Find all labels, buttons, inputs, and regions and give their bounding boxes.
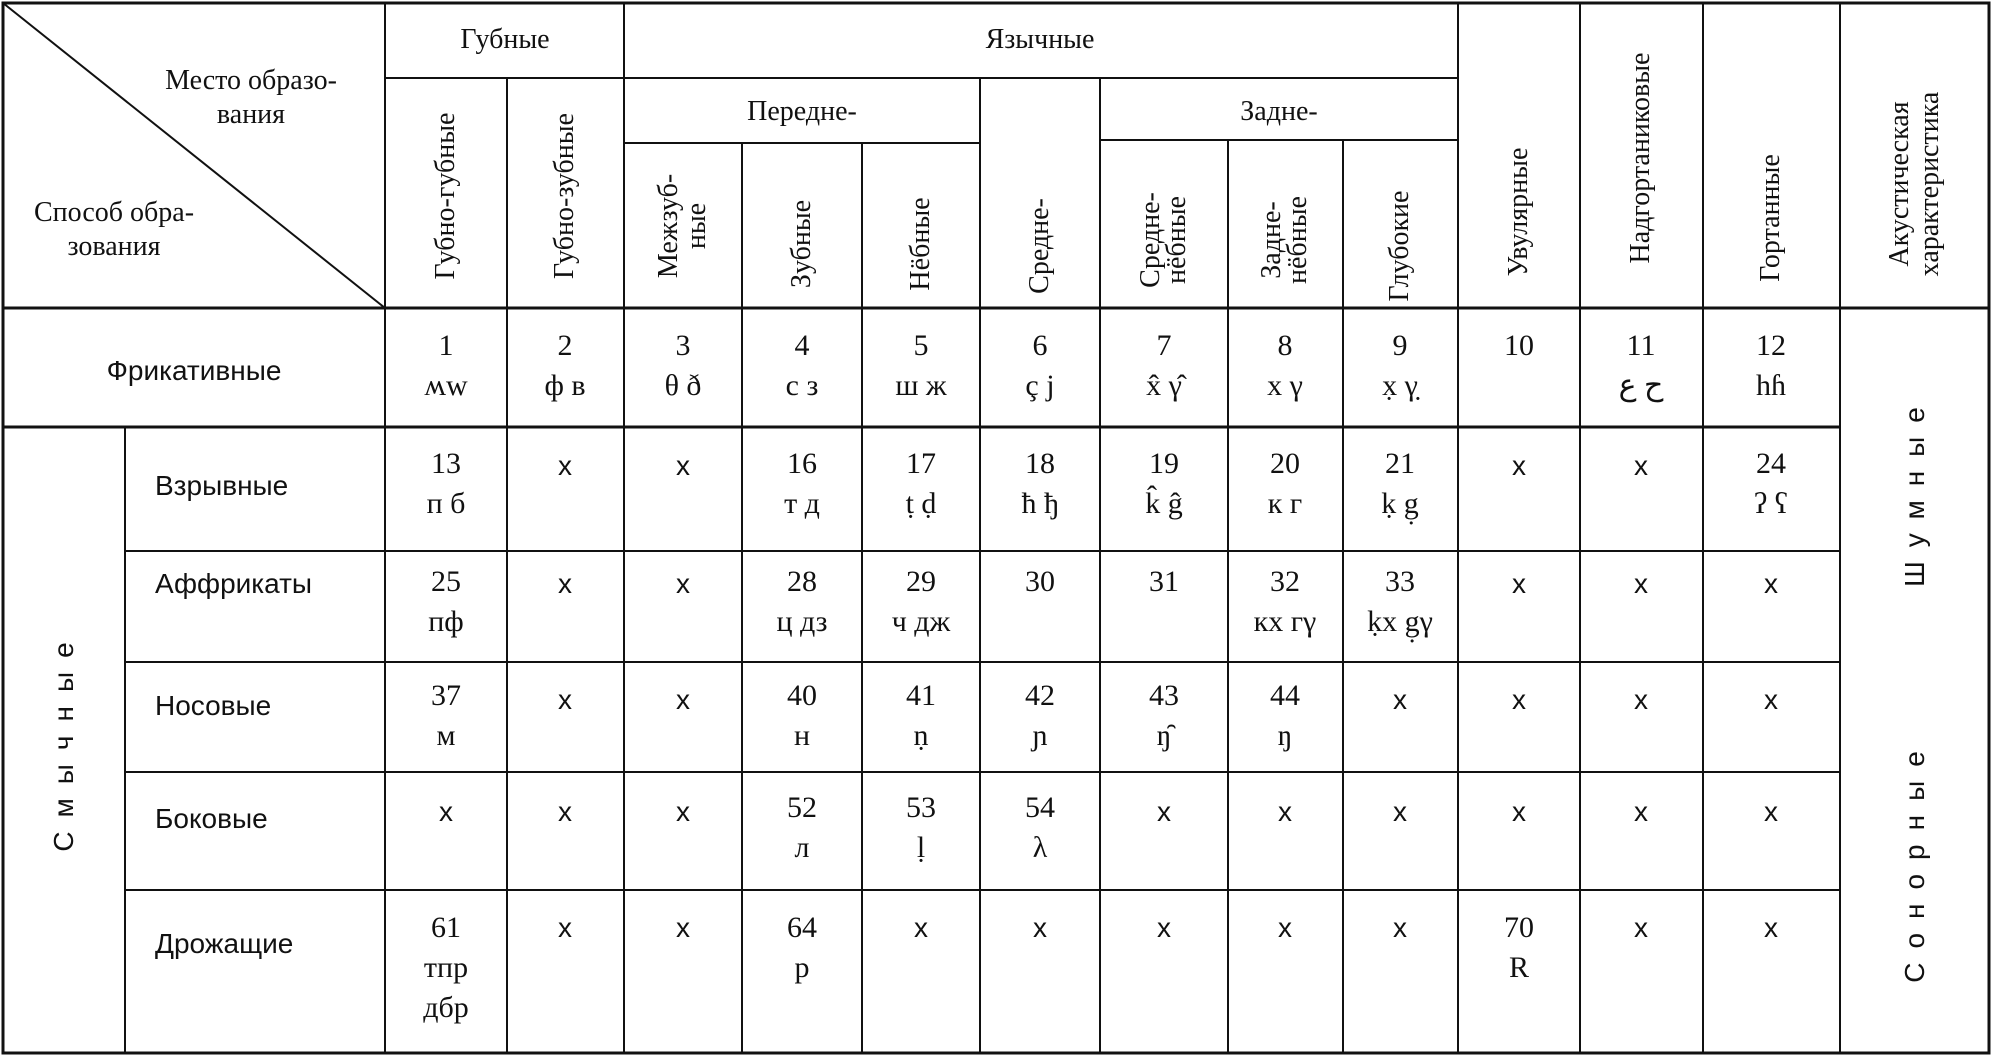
sound-symbols: x̂ γ̂ <box>1146 369 1182 402</box>
sound-number: 18 <box>1025 447 1055 480</box>
sound-symbols: ф в <box>544 369 586 402</box>
sound-symbols: пф <box>428 605 464 638</box>
sound-symbols: ḳ g̣ <box>1381 487 1419 520</box>
row-lateral: Боковые <box>155 803 268 834</box>
sound-cell <box>1267 326 1303 406</box>
sound-symbols: x γ <box>1267 369 1303 402</box>
sound-cell <box>1149 562 1179 602</box>
sound-cell <box>787 676 817 756</box>
front-group-header: Передне- <box>747 96 857 127</box>
sound-symbols: н <box>793 719 811 752</box>
sound-number: 40 <box>787 679 817 712</box>
sound-cell <box>787 788 817 868</box>
sound-cell <box>1504 908 1534 988</box>
sound-cell <box>665 326 702 406</box>
place-of-articulation-label: Место образо- вания <box>165 65 337 130</box>
sound-symbols: ṇ <box>913 719 929 752</box>
sound-number: 6 <box>1032 329 1048 362</box>
sound-cell <box>895 326 946 406</box>
sound-number: 43 <box>1149 679 1179 712</box>
labial-group-header: Губные <box>460 24 550 55</box>
absent-mark: x <box>1278 912 1292 943</box>
sound-symbols: ħ ђ <box>1021 487 1059 520</box>
col-dental: Зубные <box>786 199 817 289</box>
sound-cell <box>1619 326 1664 406</box>
sound-cell <box>1504 326 1534 366</box>
absent-mark: x <box>1393 796 1407 827</box>
back-group-header: Задне- <box>1240 96 1318 127</box>
row-nasal: Носовые <box>155 690 272 721</box>
sound-number: 28 <box>786 565 817 598</box>
col-acoustic: Акустическая характеристика <box>1884 91 1945 277</box>
sound-number: 12 <box>1756 329 1786 362</box>
sound-cell <box>1149 676 1179 756</box>
row-trill: Дрожащие <box>155 928 294 959</box>
sound-number: 53 <box>906 791 936 824</box>
sound-number: 19 <box>1149 447 1179 480</box>
absent-mark: x <box>558 568 572 599</box>
sound-cell <box>1268 444 1302 524</box>
sound-symbols: k̂ ĝ <box>1145 487 1183 520</box>
col-uvular: Увулярные <box>1503 147 1534 277</box>
absent-mark: x <box>1033 912 1047 943</box>
sound-cell <box>1025 788 1055 868</box>
sound-number: 41 <box>906 679 936 712</box>
absent-mark: x <box>676 796 690 827</box>
sound-cell <box>784 444 820 524</box>
col-backpalatal: Задне- нёбные <box>1256 196 1313 284</box>
sound-symbols: п б <box>426 487 466 520</box>
sound-number: 10 <box>1504 329 1534 362</box>
sound-cell <box>1756 326 1786 406</box>
row-affricate: Аффрикаты <box>155 568 313 599</box>
sound-cell <box>1025 562 1055 602</box>
col-epiglottal: Надгортаниковые <box>1625 52 1656 264</box>
sound-symbols: с з <box>785 369 819 402</box>
absent-mark: x <box>914 912 928 943</box>
sound-number: 7 <box>1156 329 1172 362</box>
lingual-group-header: Язычные <box>985 24 1095 55</box>
col-labiodental: Губно-зубные <box>549 113 580 279</box>
absent-mark: x <box>1764 684 1778 715</box>
sound-symbols: ʍw <box>424 369 468 402</box>
absent-mark: x <box>676 684 690 715</box>
sound-symbols: θ ð <box>664 369 702 402</box>
sound-cell <box>1254 562 1317 642</box>
sound-cell <box>1146 326 1182 406</box>
sound-number: 9 <box>1392 329 1408 362</box>
col-palatal: Нёбные <box>905 197 936 291</box>
sound-number: 1 <box>438 329 454 362</box>
sound-symbols: ɲ <box>1032 719 1048 752</box>
absent-mark: x <box>1634 568 1648 599</box>
sound-symbols: тпр <box>423 951 469 984</box>
sound-cell <box>428 562 464 642</box>
sound-number: 20 <box>1269 447 1300 480</box>
absent-mark: x <box>1393 912 1407 943</box>
sound-symbols: ḷ <box>916 831 926 864</box>
absent-mark: x <box>1634 450 1648 481</box>
sound-number: 31 <box>1149 565 1179 598</box>
sound-cell <box>1381 444 1419 524</box>
sound-cell <box>1367 562 1433 642</box>
col-middle: Средне- <box>1024 198 1055 294</box>
absent-mark: x <box>558 912 572 943</box>
sound-symbols: ч дж <box>891 605 951 638</box>
col-bilabial: Губно-губные <box>430 112 461 280</box>
absent-mark: x <box>1634 796 1648 827</box>
absent-mark: x <box>676 568 690 599</box>
row-fricative: Фрикативные <box>106 355 282 386</box>
sound-cell <box>1754 444 1788 524</box>
sound-number: 4 <box>794 329 810 362</box>
sound-symbols: hɦ <box>1756 369 1786 402</box>
sound-symbols: т д <box>784 487 820 520</box>
absent-mark: x <box>1512 684 1526 715</box>
sound-number: 25 <box>431 565 461 598</box>
sound-number: 17 <box>906 447 936 480</box>
sound-number: 61 <box>431 911 461 944</box>
acoustic-noisy: Шумные <box>1899 393 1930 587</box>
sound-symbols: ṭ ḍ <box>905 487 937 520</box>
absent-mark: x <box>439 796 453 827</box>
sound-cell <box>544 326 585 406</box>
absent-mark: x <box>1634 912 1648 943</box>
sound-number: 33 <box>1384 565 1415 598</box>
sound-cell <box>423 908 469 1028</box>
col-interdental: Межзуб- ные <box>653 173 712 279</box>
sound-symbols: дбр <box>423 991 469 1024</box>
absent-mark: x <box>558 450 572 481</box>
sound-number: 2 <box>557 329 573 362</box>
sound-symbols: λ <box>1032 831 1048 864</box>
sound-cell <box>787 908 817 988</box>
sound-number: 30 <box>1025 565 1055 598</box>
row-plosive: Взрывные <box>155 470 289 501</box>
sound-symbols: кх гγ <box>1253 605 1317 638</box>
sound-number: 24 <box>1755 447 1786 480</box>
absent-mark: x <box>1634 684 1648 715</box>
absent-mark: x <box>1393 684 1407 715</box>
sound-number: 8 <box>1277 329 1293 362</box>
sound-number: 16 <box>787 447 817 480</box>
sound-cell <box>786 326 819 406</box>
sound-cell <box>1145 444 1183 524</box>
absent-mark: x <box>1157 796 1171 827</box>
sound-number: 21 <box>1385 447 1415 480</box>
sound-symbols: ŋ̑ <box>1156 719 1172 752</box>
absent-mark: x <box>1512 568 1526 599</box>
sound-cell <box>1382 326 1418 406</box>
sound-number: 3 <box>675 329 691 362</box>
sound-number: 11 <box>1626 329 1656 362</box>
absent-mark: x <box>1764 796 1778 827</box>
sound-symbols: ḳx g̣γ <box>1367 605 1433 638</box>
sound-symbols: ç j <box>1025 369 1055 402</box>
col-deep: Глубокие <box>1384 190 1415 302</box>
absent-mark: x <box>1278 796 1292 827</box>
sound-number: 42 <box>1025 679 1055 712</box>
sound-cell <box>906 444 937 524</box>
absent-mark: x <box>558 684 572 715</box>
absent-mark: x <box>676 450 690 481</box>
sound-cell <box>776 562 827 642</box>
sound-symbols: м <box>436 719 456 752</box>
sound-number: 29 <box>906 565 936 598</box>
sound-number: 70 <box>1504 911 1534 944</box>
sound-cell <box>906 788 936 868</box>
sound-number: 52 <box>787 791 817 824</box>
sound-number: 32 <box>1269 565 1300 598</box>
absent-mark: x <box>1764 912 1778 943</box>
absent-mark: x <box>1157 912 1171 943</box>
row-group-stops: Смычные <box>48 628 79 852</box>
sound-symbols: р <box>794 951 810 984</box>
sound-cell <box>906 676 936 756</box>
sound-symbols: x̣ γ̣ <box>1382 369 1418 402</box>
sound-cell <box>1025 326 1054 406</box>
sound-symbols: ŋ <box>1277 719 1293 752</box>
sound-number: 64 <box>787 911 817 944</box>
absent-mark: x <box>676 912 690 943</box>
sound-number: 13 <box>430 447 461 480</box>
absent-mark: x <box>1512 796 1526 827</box>
sound-cell <box>1025 676 1055 756</box>
sound-number: 44 <box>1270 679 1300 712</box>
sound-symbols: л <box>794 831 810 864</box>
sound-symbols: ш ж <box>895 369 947 402</box>
col-glottal: Гортанные <box>1755 154 1786 282</box>
sound-symbols: R <box>1508 951 1529 984</box>
sound-symbols: ц дз <box>776 605 828 638</box>
sound-symbols: ʔ ʕ <box>1753 487 1789 520</box>
sound-number: 54 <box>1025 791 1055 824</box>
sound-cell <box>1022 444 1059 524</box>
absent-mark: x <box>558 796 572 827</box>
sound-number: 37 <box>431 679 461 712</box>
acoustic-sonorant: Сонорные <box>1899 737 1930 983</box>
manner-of-articulation-label: Способ обра- зования <box>33 197 195 262</box>
sound-symbols: к г <box>1267 487 1303 520</box>
sound-cell <box>431 676 461 756</box>
sound-symbols: ح ع <box>1618 369 1664 402</box>
absent-mark: x <box>1512 450 1526 481</box>
sound-cell <box>1270 676 1300 756</box>
col-midpalatal: Средне- нёбные <box>1135 192 1192 288</box>
absent-mark: x <box>1764 568 1778 599</box>
sound-cell <box>892 562 951 642</box>
sound-number: 5 <box>913 329 929 362</box>
sound-cell <box>427 444 466 524</box>
sound-cell <box>424 326 467 406</box>
